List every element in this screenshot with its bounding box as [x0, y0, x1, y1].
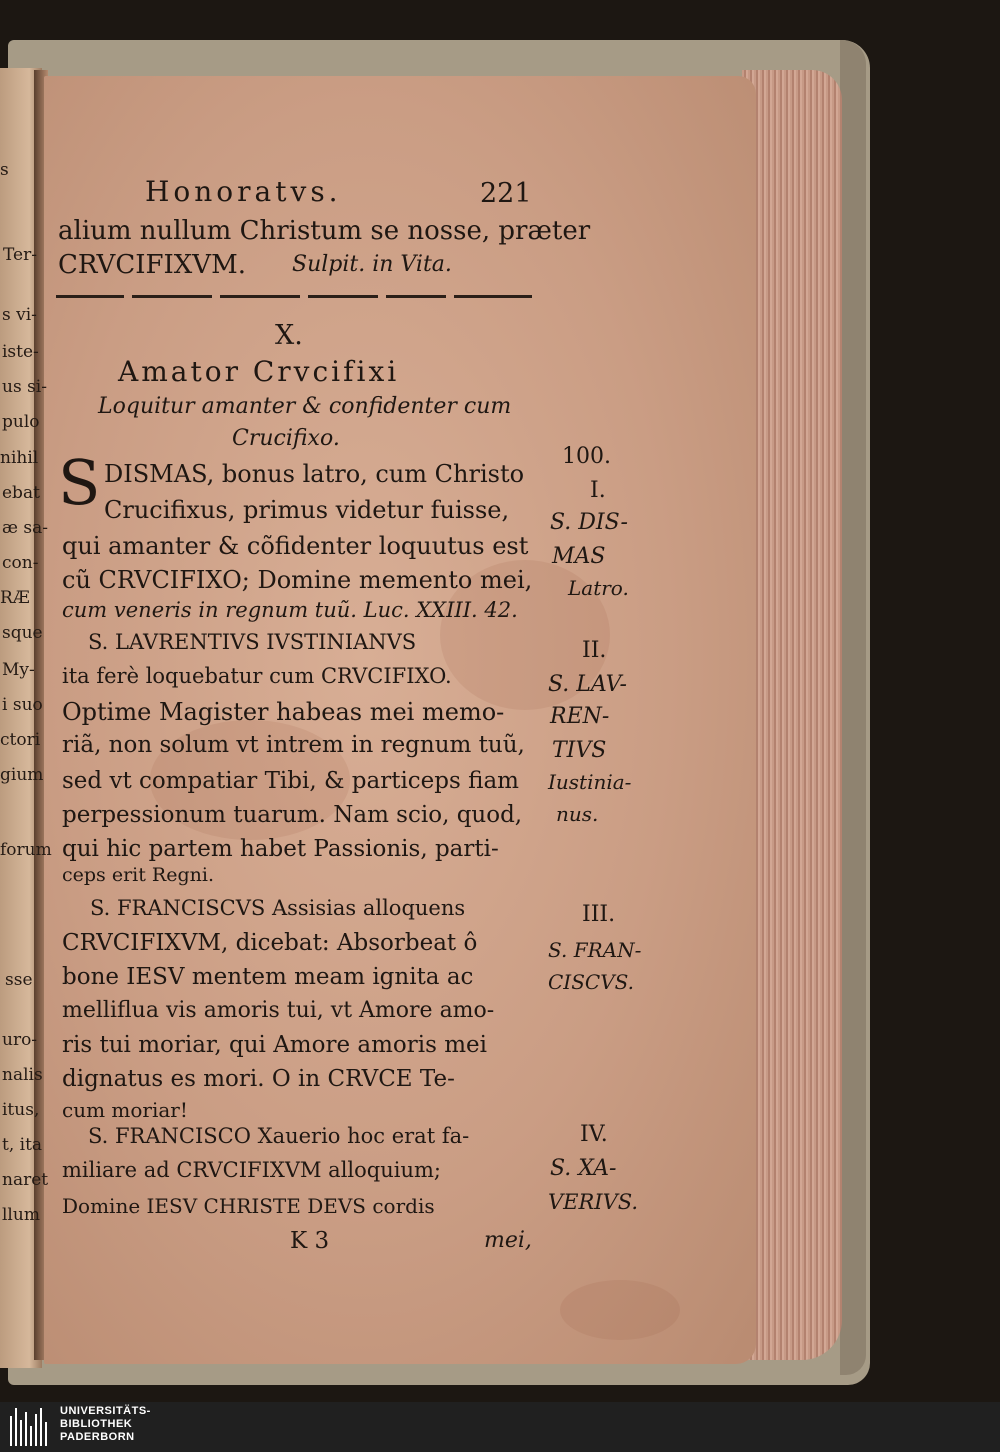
body-line: S. FRANCISCO Xauerio hoc erat fa-	[88, 1124, 470, 1148]
margin-note: REN-	[550, 704, 610, 729]
rule-segment	[56, 295, 124, 298]
body-line: Crucifixus, primus videtur fuisse,	[104, 496, 510, 524]
footer-bar	[0, 1402, 1000, 1452]
margin-note: nus.	[556, 802, 599, 826]
body-line: dignatus es mori. O in CRVCE Te-	[62, 1066, 455, 1092]
margin-note: MAS	[552, 544, 606, 569]
left-page-fragment: i suo	[2, 695, 43, 715]
margin-note: S. XA-	[550, 1156, 617, 1181]
rule-segment	[386, 295, 446, 298]
body-line: S. LAVRENTIVS IVSTINIANVS	[88, 630, 417, 654]
left-page-fragment: t, ita	[2, 1135, 43, 1155]
catchword: mei,	[484, 1228, 532, 1253]
page-number: 221	[480, 178, 532, 209]
left-page-fragment: My-	[2, 660, 35, 680]
margin-note: IV.	[580, 1122, 608, 1147]
body-line: qui hic partem habet Passionis, parti-	[62, 836, 499, 862]
left-page-fragment: uro-	[2, 1030, 38, 1050]
margin-note: TIVS	[552, 738, 607, 763]
body-line: CRVCIFIXVM, dicebat: Absorbeat ô	[62, 930, 478, 956]
left-page-fragment: llum	[2, 1205, 40, 1225]
left-page-fragment: æ sa-	[2, 518, 48, 538]
library-name-line-2: BIBLIOTHEK	[60, 1418, 133, 1430]
intro-citation: Sulpit. in Vita.	[292, 252, 452, 277]
body-line: ris tui moriar, qui Amore amoris mei	[62, 1032, 487, 1058]
body-line: sed vt compatiar Tibi, & particeps fiam	[62, 768, 519, 794]
signature: K 3	[290, 1228, 330, 1254]
body-line: perpessionum tuarum. Nam scio, quod,	[62, 802, 523, 828]
library-name-line-3: PADERBORN	[60, 1431, 135, 1443]
margin-note: Iustinia-	[548, 770, 632, 794]
left-page-fragment: s	[0, 160, 9, 180]
left-page-fragment: nihil	[0, 448, 39, 468]
rule-segment	[220, 295, 300, 298]
section-number: X.	[275, 320, 303, 351]
subtitle-line-1: Loquitur amanter & confidenter cum	[98, 394, 512, 419]
body-line: bone IESV mentem meam ignita ac	[62, 964, 474, 990]
body-line: cũ CRVCIFIXO; Domine memento mei,	[62, 566, 533, 594]
fore-edge	[742, 70, 842, 1360]
margin-note: S. FRAN-	[548, 938, 642, 962]
body-line: miliare ad CRVCIFIXVM alloquium;	[62, 1158, 441, 1182]
left-page-fragment: ebat	[2, 483, 40, 503]
body-line: riã, non solum vt intrem in regnum tuũ,	[62, 732, 525, 758]
body-line: Domine IESV CHRISTE DEVS cordis	[62, 1194, 435, 1218]
left-page-fragment: gium	[0, 765, 44, 785]
rule-segment	[454, 295, 532, 298]
margin-note: II.	[582, 638, 607, 663]
section-title: Amator Crvcifixi	[118, 355, 400, 388]
body-line: ita ferè loquebatur cum CRVCIFIXO.	[62, 664, 452, 688]
body-line: DISMAS, bonus latro, cum Christo	[104, 460, 525, 488]
body-line: Optime Magister habeas mei memo-	[62, 698, 505, 726]
left-page-fragment: itus,	[2, 1100, 40, 1120]
intro-line-2: CRVCIFIXVM.	[58, 250, 246, 280]
left-page-fragment: iste-	[2, 342, 39, 362]
left-page-fragment: us si-	[2, 377, 47, 397]
left-page-fragment: RÆ	[0, 588, 30, 608]
left-page-fragment: ctori	[0, 730, 41, 750]
margin-note: I.	[590, 478, 606, 503]
body-line: melliflua vis amoris tui, vt Amore amo-	[62, 998, 495, 1023]
running-head: Honoratvs.	[145, 175, 342, 208]
drop-cap: S	[58, 446, 101, 519]
body-line: ceps erit Regni.	[62, 864, 214, 886]
subtitle-line-2: Crucifixo.	[232, 426, 340, 451]
body-line: qui amanter & cõfidenter loquutus est	[62, 532, 529, 560]
left-page-fragment: sque	[2, 623, 43, 643]
left-page-fragment: forum	[0, 840, 52, 860]
body-line: cum moriar!	[62, 1098, 188, 1122]
stain	[560, 1280, 680, 1340]
cover-edge	[840, 40, 866, 1375]
left-page-fragment: con-	[2, 553, 39, 573]
margin-note: S. LAV-	[548, 672, 627, 697]
left-page-fragment: naret	[2, 1170, 49, 1190]
left-page-fragment: s vi-	[2, 305, 37, 325]
left-page-fragment: sse	[5, 970, 33, 990]
rule-segment	[308, 295, 378, 298]
intro-line-1: alium nullum Christum se nosse, præter	[58, 216, 591, 246]
margin-note: 100.	[562, 444, 611, 469]
body-line: cum veneris in regnum tuũ. Luc. XXIII. 42.	[62, 598, 518, 622]
margin-note: S. DIS-	[550, 510, 628, 535]
left-page-fragment: nalis	[2, 1065, 43, 1085]
margin-note: III.	[582, 902, 616, 927]
left-page-fragment: pulo	[2, 412, 40, 432]
margin-note: Latro.	[568, 576, 629, 600]
left-page-fragment: Ter-	[3, 245, 37, 265]
margin-note: CISCVS.	[548, 970, 634, 994]
rule-segment	[132, 295, 212, 298]
body-line: S. FRANCISCVS Assisias alloquens	[90, 896, 466, 920]
margin-note: VERIVS.	[548, 1190, 639, 1214]
library-name-line-1: UNIVERSITÄTS-	[60, 1405, 151, 1417]
